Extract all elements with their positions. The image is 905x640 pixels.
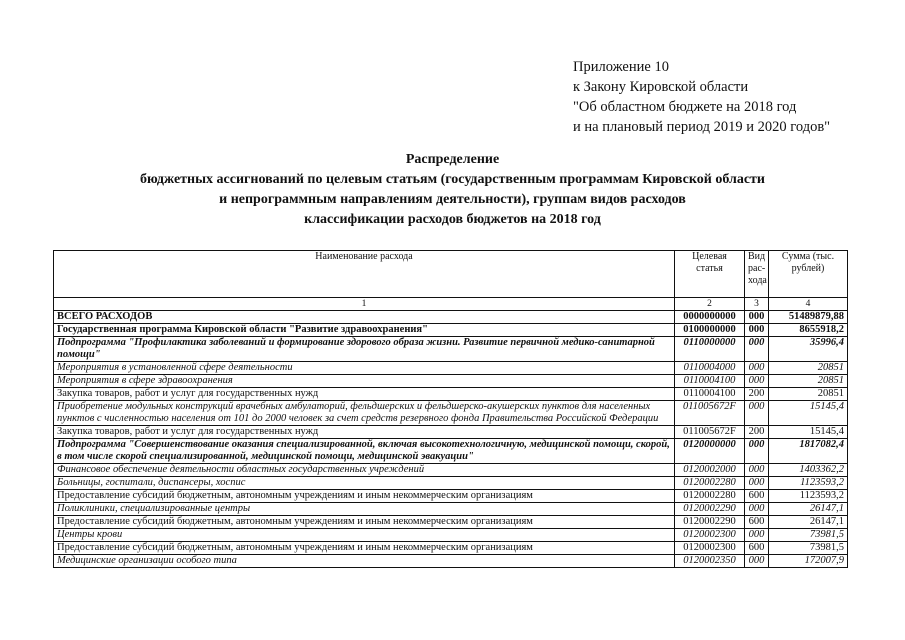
- code-cell: 0120002280: [675, 477, 745, 490]
- code-cell: 0120000000: [675, 439, 745, 464]
- sum-cell: 26147,1: [769, 503, 848, 516]
- appendix-line: "Об областном бюджете на 2018 год: [573, 99, 797, 115]
- table-row: [54, 324, 848, 337]
- sum-cell: 20851: [769, 375, 848, 388]
- table-body: [54, 311, 848, 568]
- sum-cell: 20851: [769, 362, 848, 375]
- code-cell: 0120002280: [675, 490, 745, 503]
- header-code: Целевая статья: [675, 251, 745, 298]
- code-cell: 0100000000: [675, 324, 745, 337]
- name-cell: Закупка товаров, работ и услуг для государственных нужд: [54, 388, 675, 401]
- column-number: 3: [745, 298, 769, 311]
- code-cell: 0110000000: [675, 337, 745, 362]
- kind-cell: 000: [745, 529, 769, 542]
- header-kind: Вид рас-хода: [745, 251, 769, 298]
- sum-cell: 172007,9: [769, 555, 848, 568]
- table-row: [54, 311, 848, 324]
- appendix-line: и на плановый период 2019 и 2020 годов": [573, 119, 831, 135]
- sum-cell: 1817082,4: [769, 439, 848, 464]
- sum-cell: 1123593,2: [769, 477, 848, 490]
- sum-cell: 73981,5: [769, 529, 848, 542]
- table-row: [54, 542, 848, 555]
- kind-cell: 000: [745, 337, 769, 362]
- kind-cell: 000: [745, 477, 769, 490]
- column-number-row: [54, 298, 848, 311]
- code-cell: 011005672F: [675, 426, 745, 439]
- column-number: 2: [675, 298, 745, 311]
- sum-cell: 20851: [769, 388, 848, 401]
- kind-cell: 000: [745, 362, 769, 375]
- column-number: 4: [769, 298, 848, 311]
- name-cell: Поликлиники, специализированные центры: [54, 503, 675, 516]
- table-row: [54, 555, 848, 568]
- code-cell: 0000000000: [675, 311, 745, 324]
- name-cell: Подпрограмма "Профилактика заболеваний и формирование здорового образа жизни. Развитие первичной медико-санитарной помощи": [54, 337, 675, 362]
- appendix-line: Приложение 10: [573, 59, 669, 75]
- sum-cell: 1403362,2: [769, 464, 848, 477]
- kind-cell: 000: [745, 464, 769, 477]
- name-cell: Больницы, госпитали, диспансеры, хоспис: [54, 477, 675, 490]
- sum-cell: 8655918,2: [769, 324, 848, 337]
- kind-cell: 000: [745, 375, 769, 388]
- table-row: [54, 362, 848, 375]
- kind-cell: 200: [745, 388, 769, 401]
- table-row: [54, 529, 848, 542]
- kind-cell: 000: [745, 401, 769, 426]
- title-line: бюджетных ассигнований по целевым статьям (государственным программам Кировской области: [140, 172, 765, 187]
- code-cell: 0120002000: [675, 464, 745, 477]
- code-cell: 0120002300: [675, 529, 745, 542]
- code-cell: 0110004100: [675, 388, 745, 401]
- budget-table: [53, 250, 848, 568]
- title-line: Распределение: [405, 152, 500, 167]
- table-row: [54, 375, 848, 388]
- column-number: 1: [54, 298, 675, 311]
- code-cell: 0110004100: [675, 375, 745, 388]
- table-row: [54, 477, 848, 490]
- kind-cell: 600: [745, 490, 769, 503]
- sum-cell: 51489879,88: [769, 311, 848, 324]
- code-cell: 0120002300: [675, 542, 745, 555]
- sum-cell: 73981,5: [769, 542, 848, 555]
- kind-cell: 000: [745, 503, 769, 516]
- table-row: [54, 439, 848, 464]
- table-row: [54, 337, 848, 362]
- name-cell: Подпрограмма "Совершенствование оказания специализированной, включая высокотехнологичную, медицинской помощи, скорой, в том числе скорой специализированной, медицинской помощи, медицинской эвакуации": [54, 439, 675, 464]
- title-line: классификации расходов бюджетов на 2018 год: [304, 212, 601, 227]
- code-cell: 0120002290: [675, 516, 745, 529]
- appendix-header: [573, 57, 830, 137]
- table-row: [54, 426, 848, 439]
- name-cell: Мероприятия в установленной сфере деятельности: [54, 362, 675, 375]
- kind-cell: 000: [745, 555, 769, 568]
- title-line: и непрограммным направлениям деятельности), группам видов расходов: [219, 192, 686, 207]
- name-cell: Финансовое обеспечение деятельности областных государственных учреждений: [54, 464, 675, 477]
- name-cell: Предоставление субсидий бюджетным, автономным учреждениям и иным некоммерческим организациям: [54, 542, 675, 555]
- name-cell: ВСЕГО РАСХОДОВ: [54, 311, 675, 324]
- name-cell: Приобретение модульных конструкций врачебных амбулаторий, фельдшерских и фельдшерско-акушерских пунктов для населенных пунктов с численностью населения от 101 до 2000 человек за счет средств резервного фонда Правительства Российской Федерации: [54, 401, 675, 426]
- table-row: [54, 490, 848, 503]
- kind-cell: 000: [745, 439, 769, 464]
- sum-cell: 1123593,2: [769, 490, 848, 503]
- sum-cell: 35996,4: [769, 337, 848, 362]
- header-name: Наименование расхода: [54, 251, 675, 298]
- sum-cell: 26147,1: [769, 516, 848, 529]
- name-cell: Предоставление субсидий бюджетным, автономным учреждениям и иным некоммерческим организациям: [54, 490, 675, 503]
- code-cell: 0110004000: [675, 362, 745, 375]
- kind-cell: 600: [745, 516, 769, 529]
- name-cell: Закупка товаров, работ и услуг для государственных нужд: [54, 426, 675, 439]
- kind-cell: 000: [745, 324, 769, 337]
- table-row: [54, 401, 848, 426]
- sum-cell: 15145,4: [769, 401, 848, 426]
- table-row: [54, 464, 848, 477]
- code-cell: 011005672F: [675, 401, 745, 426]
- kind-cell: 200: [745, 426, 769, 439]
- name-cell: Государственная программа Кировской области "Развитие здравоохранения": [54, 324, 675, 337]
- document-title: [0, 150, 905, 230]
- table-row: [54, 516, 848, 529]
- kind-cell: 600: [745, 542, 769, 555]
- kind-cell: 000: [745, 311, 769, 324]
- name-cell: Медицинские организации особого типа: [54, 555, 675, 568]
- table-row: [54, 388, 848, 401]
- name-cell: Мероприятия в сфере здравоохранения: [54, 375, 675, 388]
- table-row: [54, 503, 848, 516]
- code-cell: 0120002290: [675, 503, 745, 516]
- header-sum: Сумма (тыс. рублей): [769, 251, 848, 298]
- name-cell: Центры крови: [54, 529, 675, 542]
- name-cell: Предоставление субсидий бюджетным, автономным учреждениям и иным некоммерческим организациям: [54, 516, 675, 529]
- sum-cell: 15145,4: [769, 426, 848, 439]
- code-cell: 0120002350: [675, 555, 745, 568]
- appendix-line: к Закону Кировской области: [573, 79, 749, 95]
